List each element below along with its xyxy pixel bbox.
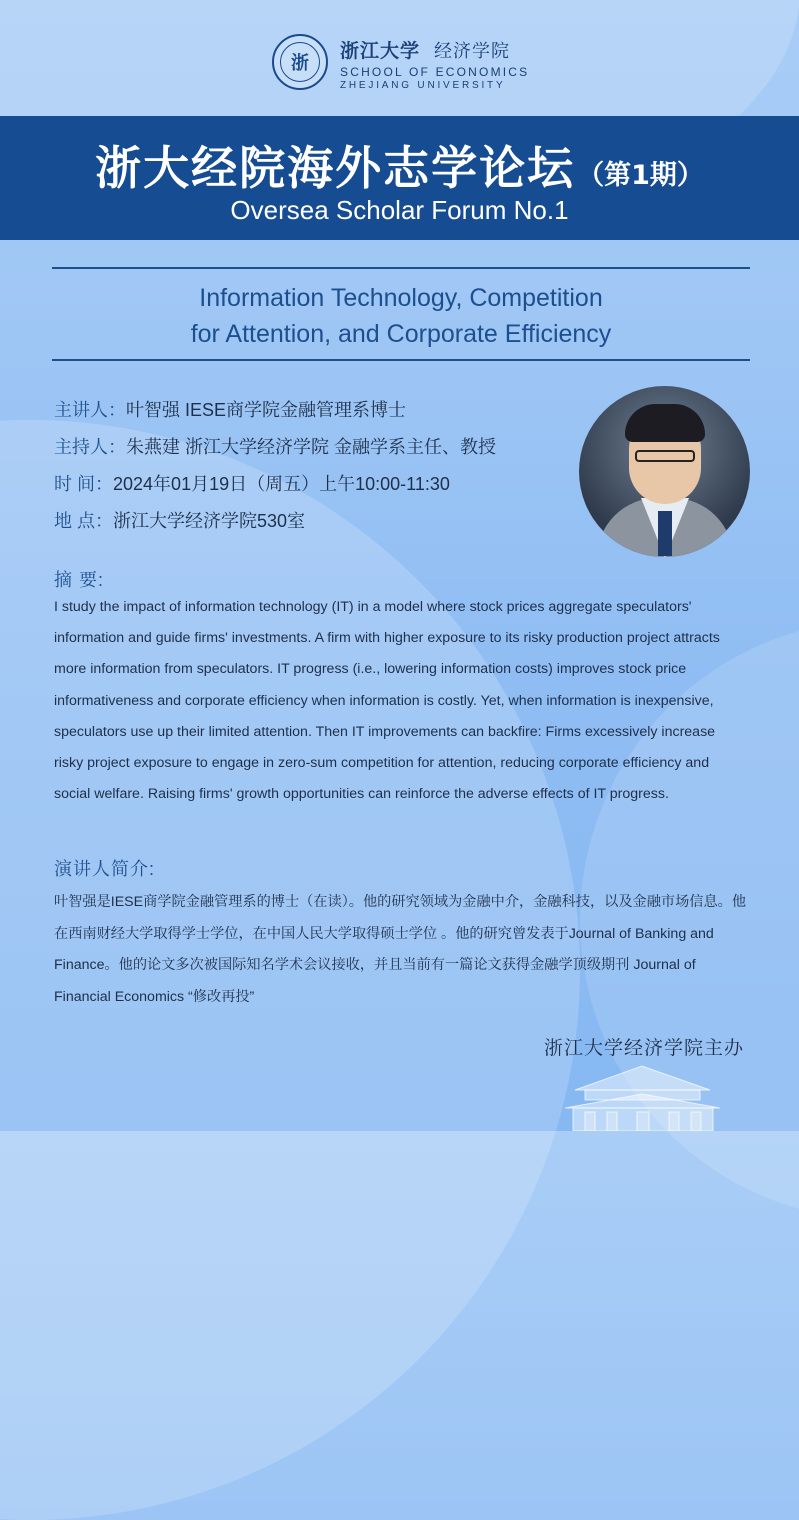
speaker-label: 主讲人：	[54, 400, 126, 420]
time-value: 2024年01月19日（周五）上午10:00-11:30	[113, 474, 450, 494]
speaker-row	[54, 395, 574, 432]
forum-issue: （第1期）	[577, 160, 704, 191]
time-label: 时 间：	[54, 474, 114, 494]
logo-chinese-name	[340, 36, 510, 63]
logo-english-school: SCHOOL OF ECONOMICS	[340, 65, 530, 79]
talk-title-line2: for Attention, and Corporate Efficiency	[190, 320, 612, 348]
logo-university-name: 浙江大学	[340, 40, 421, 62]
host-label: 主持人：	[54, 437, 126, 457]
event-info	[54, 395, 574, 543]
host-value: 朱燕建 浙江大学经济学院 金融学系主任、教授	[126, 437, 496, 457]
place-row	[54, 506, 574, 543]
logo-english-university: ZHEJIANG UNIVERSITY	[340, 80, 506, 91]
talk-title	[52, 280, 750, 352]
time-row	[54, 469, 574, 506]
speaker-value: 叶智强 IESE商学院金融管理系博士	[126, 400, 407, 420]
host-row	[54, 432, 574, 469]
place-label: 地 点：	[54, 511, 114, 531]
speaker-photo	[579, 386, 750, 557]
organizer: 浙江大学经济学院主办	[543, 1038, 744, 1059]
bio-text: 叶智强是IESE商学院金融管理系的博士（在读）。他的研究领域为金融中介，金融科技，以及金融市场信息。他在西南财经大学取得学士学位，在中国人民大学取得硕士学位 。他的研究曾发表于Journal of Banking and Finance。他的论文多次被国际知名学术会议接收，并且当前有一篇论文获得金融学顶级期刊 Journal of Financial Economics “修改再投”	[54, 894, 747, 1005]
abstract-heading: 摘 要:	[54, 570, 105, 590]
place-value: 浙江大学经济学院530室	[113, 511, 306, 531]
seal-text: 浙	[280, 42, 320, 82]
forum-title	[0, 132, 799, 198]
divider-top	[52, 267, 750, 269]
bio-heading: 演讲人简介:	[54, 859, 156, 879]
talk-title-line1: Information Technology, Competition	[199, 284, 603, 312]
forum-title-text: 浙大经院海外志学论坛	[95, 141, 576, 195]
building-illustration	[555, 1060, 730, 1131]
divider-bottom	[52, 359, 750, 361]
abstract-text: I study the impact of information technology (IT) in a model where stock prices aggregate speculators' information and guide firms' investments. A firm with higher exposure to its risky production project attracts more information from speculators. IT progress (i.e., lowering information costs) improves stock price informativeness and corporate efficiency when information is costly. Yet, when information is inexpensive, speculators use up their limited attention. Then IT improvements can backfire: Firms excessively increase risky project exposure to engage in zero-sum competition for attention, reducing corporate efficiency and social welfare. Raising firms' growth opportunities can reinforce the adverse effects of IT progress.	[54, 599, 720, 803]
school-logo	[272, 34, 542, 94]
forum-subtitle: Oversea Scholar Forum No.1	[230, 195, 569, 225]
title-banner	[0, 116, 799, 240]
university-seal-icon	[272, 34, 328, 90]
logo-school-name: 经济学院	[434, 41, 511, 62]
